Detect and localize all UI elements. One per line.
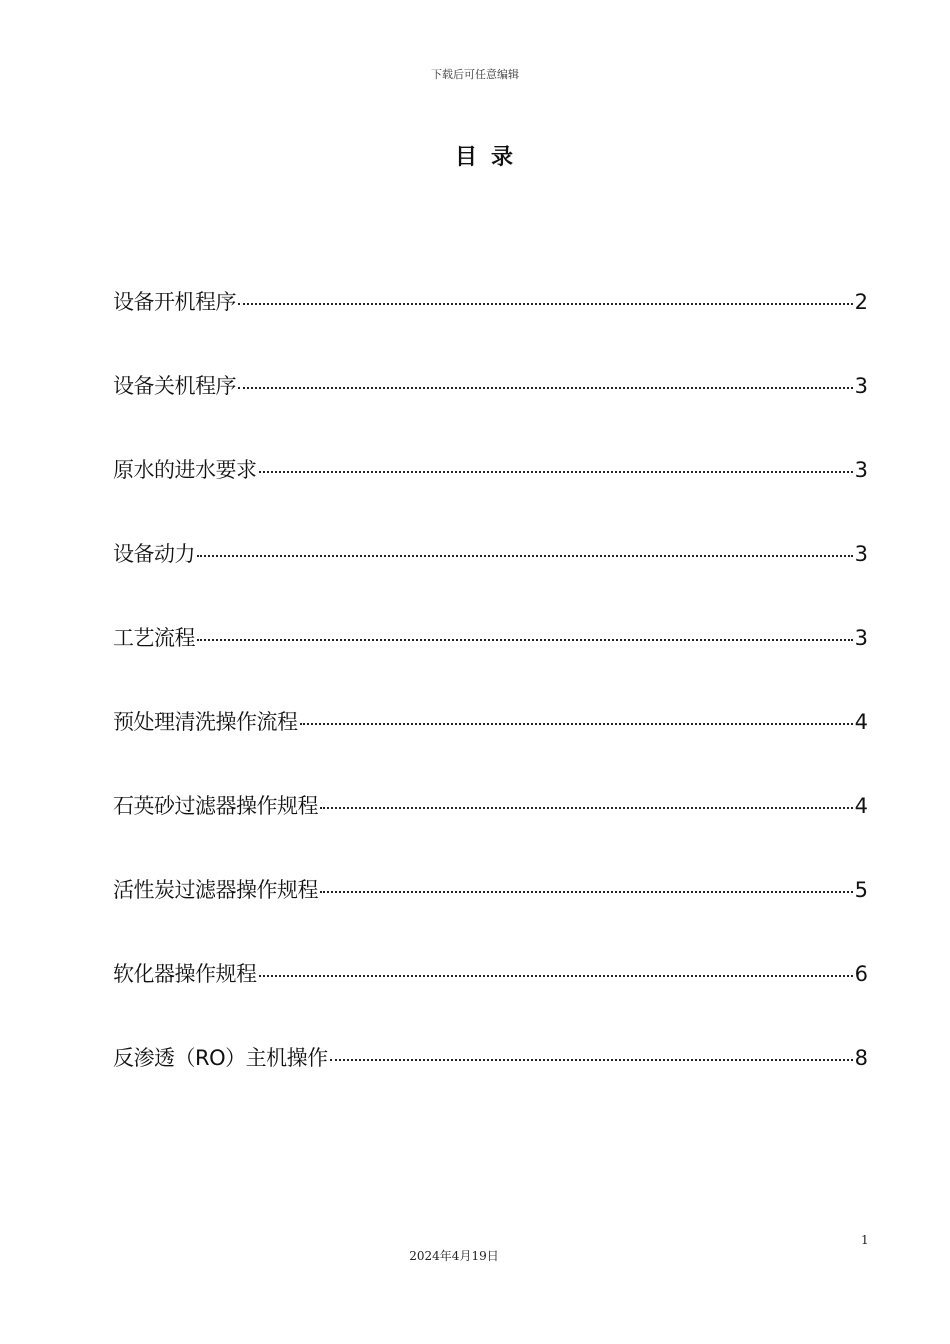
toc-entry-device-startup[interactable] bbox=[113, 284, 868, 368]
header-note: 下载后可任意编辑 bbox=[431, 68, 519, 81]
dot-leader bbox=[197, 555, 853, 557]
table-of-contents bbox=[113, 284, 868, 1124]
toc-title: 目录 bbox=[454, 145, 527, 170]
dot-leader bbox=[320, 807, 853, 809]
toc-entry-title: 活性炭过滤器操作规程 bbox=[113, 878, 318, 902]
page-number: 1 bbox=[861, 1233, 869, 1247]
toc-entry-page: 5 bbox=[854, 878, 868, 902]
toc-entry-process-flow[interactable] bbox=[113, 620, 868, 704]
toc-entry-activated-carbon-filter[interactable] bbox=[113, 872, 868, 956]
toc-entry-title: 设备开机程序 bbox=[113, 290, 236, 314]
toc-entry-page: 8 bbox=[854, 1046, 868, 1070]
toc-entry-device-power[interactable] bbox=[113, 536, 868, 620]
toc-entry-title: 石英砂过滤器操作规程 bbox=[113, 794, 318, 818]
toc-entry-pretreatment-cleaning[interactable] bbox=[113, 704, 868, 788]
toc-entry-page: 3 bbox=[854, 458, 868, 482]
toc-entry-quartz-sand-filter[interactable] bbox=[113, 788, 868, 872]
toc-entry-page: 2 bbox=[854, 290, 868, 314]
footer-date: 2024年4月19日 bbox=[409, 1249, 499, 1263]
dot-leader bbox=[300, 723, 853, 725]
toc-entry-title: 软化器操作规程 bbox=[113, 962, 257, 986]
toc-entry-reverse-osmosis[interactable] bbox=[113, 1040, 868, 1124]
toc-entry-page: 6 bbox=[854, 962, 868, 986]
toc-entry-page: 3 bbox=[854, 374, 868, 398]
toc-entry-softener[interactable] bbox=[113, 956, 868, 1040]
dot-leader bbox=[259, 471, 853, 473]
dot-leader bbox=[259, 975, 853, 977]
toc-entry-title: 工艺流程 bbox=[113, 626, 195, 650]
toc-entry-title: 反渗透（RO）主机操作 bbox=[113, 1046, 328, 1070]
toc-entry-page: 4 bbox=[854, 794, 868, 818]
toc-entry-page: 3 bbox=[854, 542, 868, 566]
toc-entry-page: 3 bbox=[854, 626, 868, 650]
toc-entry-device-shutdown[interactable] bbox=[113, 368, 868, 452]
toc-entry-page: 4 bbox=[854, 710, 868, 734]
dot-leader bbox=[330, 1059, 853, 1061]
dot-leader bbox=[238, 387, 853, 389]
toc-entry-title: 设备关机程序 bbox=[113, 374, 236, 398]
toc-entry-raw-water-requirements[interactable] bbox=[113, 452, 868, 536]
dot-leader bbox=[197, 639, 853, 641]
dot-leader bbox=[238, 303, 853, 305]
toc-entry-title: 原水的进水要求 bbox=[113, 458, 257, 482]
toc-entry-title: 设备动力 bbox=[113, 542, 195, 566]
dot-leader bbox=[320, 891, 853, 893]
toc-entry-title: 预处理清洗操作流程 bbox=[113, 710, 298, 734]
